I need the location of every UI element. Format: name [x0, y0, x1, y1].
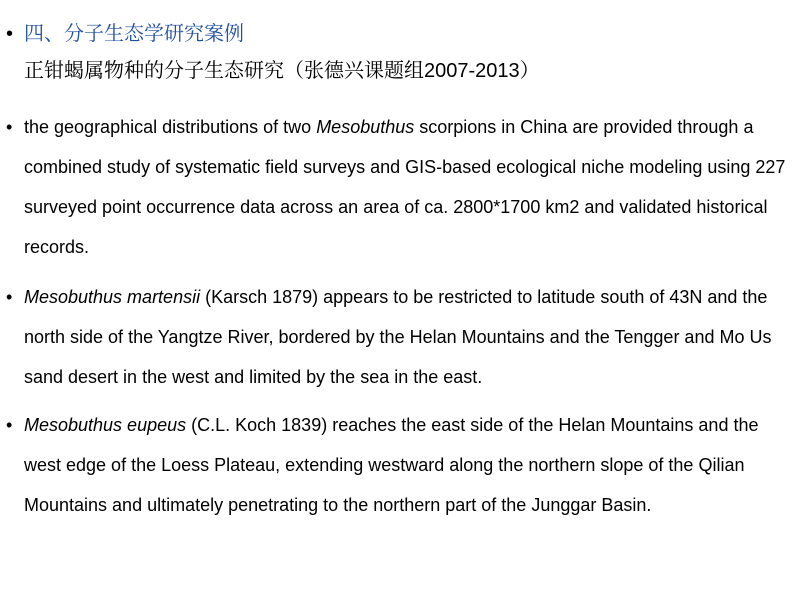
section-title: 四、分子生态学研究案例 [24, 23, 244, 45]
paragraph-row [0, 277, 790, 397]
paragraph-distribution [0, 107, 790, 267]
paragraph-bullet: • [6, 287, 13, 307]
text-segment: the geographical distributions of two [24, 117, 317, 137]
text-segment: scorpions in China are provided through a combined study of systematic field surveys and GIS-based ecological niche modeling using 227 surveyed point occurrence data across an area of ca. 2800*1700 km2 and validated historical records. [24, 117, 786, 257]
paragraph-row [0, 405, 790, 525]
text-segment: (C.L. Koch 1839) reaches the east side of the Helan Mountains and the west edge of the Loess Plateau, extending westward along the northern slope of the Qilian Mountains and ultimately penetrating to the northern part of the Junggar Basin. [24, 415, 759, 515]
paragraph-text [24, 107, 790, 267]
paragraph-bullet: • [6, 415, 13, 435]
paragraph-row [0, 107, 790, 267]
heading-bullet: • [6, 23, 14, 45]
species-name: Mesobuthus martensii [24, 287, 201, 307]
text-segment: (Karsch 1879) appears to be restricted to latitude south of 43N and the north side of the Yangtze River, bordered by the Helan Mountains and the Tengger and Mo Us sand desert in the west and limited by the sea in the east. [24, 287, 772, 387]
species-name: Mesobuthus eupeus [24, 415, 187, 435]
paragraph-text [24, 277, 790, 397]
paragraph-martensii [0, 277, 790, 397]
heading-row [0, 14, 800, 54]
section-subtitle: 正钳蝎属物种的分子生态研究（张德兴课题组2007-2013） [24, 60, 540, 82]
paragraph-eupeus [0, 405, 790, 525]
section-heading [0, 14, 800, 88]
paragraph-bullet: • [6, 117, 13, 137]
species-name: Mesobuthus [316, 117, 415, 137]
paragraph-text [24, 405, 790, 525]
